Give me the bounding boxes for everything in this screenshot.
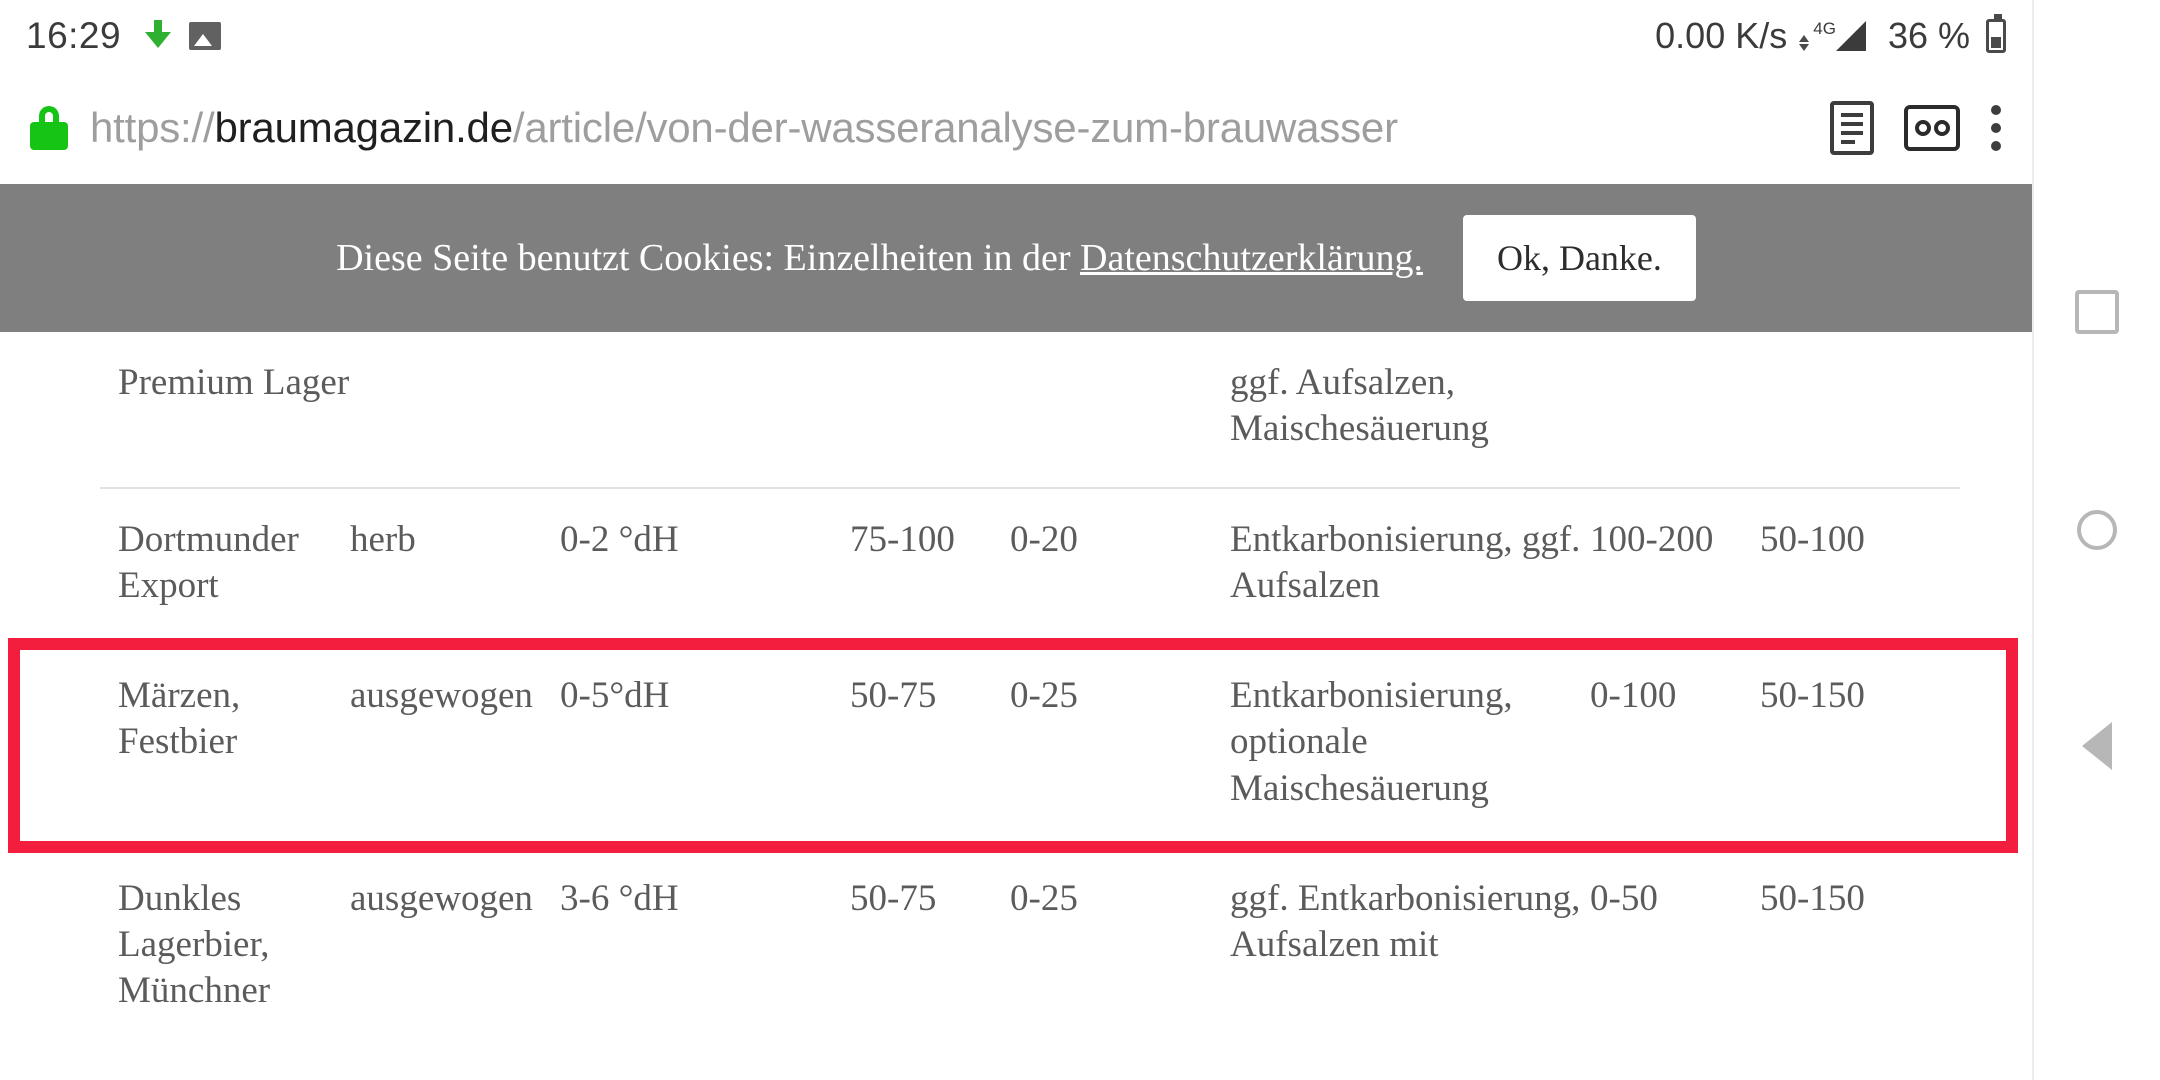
cell-hardness: 0-5°dH — [560, 644, 850, 847]
cell-treatment: ggf. Entkarbonisierung, Aufsalzen mit — [1230, 847, 1590, 1049]
url-text[interactable] — [90, 104, 1810, 152]
cell-character — [350, 332, 560, 488]
status-right-zone — [1655, 15, 2006, 57]
cell-chloride: 50-150 — [1760, 847, 1960, 1049]
cell-beer-style: Märzen, Festbier — [100, 644, 350, 847]
cell-calcium: 50-75 — [850, 847, 1010, 1049]
water-profile-table — [100, 332, 1960, 1049]
cell-treatment: Entkarbonisierung, optionale Maischesäuerung — [1230, 644, 1590, 847]
cell-treatment: Entkarbonisierung, ggf. Aufsalzen — [1230, 488, 1590, 645]
cell-character: ausgewogen — [350, 847, 560, 1049]
cell-beer-style: Dortmunder Export — [100, 488, 350, 645]
system-nav-bar — [2032, 0, 2160, 1080]
cell-sulfate: 0-100 — [1590, 644, 1760, 847]
privacy-policy-link[interactable]: Datenschutzerklärung. — [1080, 237, 1423, 279]
cell-calcium: 75-100 — [850, 488, 1010, 645]
cookie-banner-text — [336, 236, 1423, 280]
url-host: braumagazin.de — [214, 104, 513, 151]
cell-magnesium: 0-25 — [1010, 644, 1230, 847]
cell-magnesium: 0-25 — [1010, 847, 1230, 1049]
url-path: /article/von-der-wasseranalyse-zum-brauwasser — [512, 104, 1398, 151]
cell-sulfate — [1590, 332, 1760, 488]
reader-mode-icon[interactable] — [1830, 101, 1874, 155]
battery-percent: 36 % — [1887, 15, 1970, 56]
cell-treatment: ggf. Aufsalzen, Maischesäuerung — [1230, 362, 1489, 450]
browser-url-bar[interactable] — [0, 72, 2032, 184]
cell-hardness: 3-6 °dH — [560, 847, 850, 1049]
overflow-menu-icon[interactable] — [1990, 105, 2002, 151]
page-content — [0, 332, 2032, 1080]
status-notification-icons — [143, 20, 221, 52]
status-bar — [0, 0, 2032, 72]
cell-chloride: 50-150 — [1760, 644, 1960, 847]
url-scheme: https:// — [90, 104, 215, 151]
cell-sulfate: 100-200 — [1590, 488, 1760, 645]
cell-character: herb — [350, 488, 560, 645]
network-type-label: 4G — [1813, 19, 1836, 38]
signal-icon — [1799, 21, 1866, 51]
status-clock: 16:29 — [26, 15, 122, 56]
cell-beer-style: Dunkles Lagerbier, Münchner — [100, 847, 350, 1049]
cookie-banner-message: Diese Seite benutzt Cookies: Einzelheiten in der — [336, 237, 1081, 279]
cell-sulfate: 0-50 — [1590, 847, 1760, 1049]
cell-chloride: 50-100 — [1760, 488, 1960, 645]
table-row-highlighted — [100, 644, 1960, 847]
cell-magnesium: 0-20 — [1010, 488, 1230, 645]
back-button[interactable] — [2082, 722, 2112, 770]
tabs-icon[interactable] — [1904, 105, 1960, 151]
cell-chloride — [1760, 332, 1960, 488]
cell-character: ausgewogen — [350, 644, 560, 847]
network-speed: 0.00 K/s — [1655, 15, 1788, 56]
table-row — [100, 332, 1960, 488]
cell-calcium — [850, 332, 1010, 488]
cell-calcium: 50-75 — [850, 644, 1010, 847]
cell-hardness — [560, 332, 850, 488]
image-icon — [189, 22, 221, 50]
table-row — [100, 488, 1960, 645]
cell-magnesium — [1010, 332, 1230, 488]
table-row — [100, 847, 1960, 1049]
cookie-consent-banner — [0, 184, 2032, 332]
cell-beer-style: Premium Lager — [118, 362, 350, 403]
recent-apps-button[interactable] — [2075, 290, 2119, 334]
lock-icon[interactable] — [30, 106, 68, 150]
download-icon — [143, 20, 173, 52]
browser-toolbar-buttons — [1830, 101, 2002, 155]
home-button[interactable] — [2077, 510, 2117, 550]
cookie-accept-button[interactable]: Ok, Danke. — [1463, 215, 1696, 301]
battery-icon — [1986, 19, 2006, 53]
cell-hardness: 0-2 °dH — [560, 488, 850, 645]
